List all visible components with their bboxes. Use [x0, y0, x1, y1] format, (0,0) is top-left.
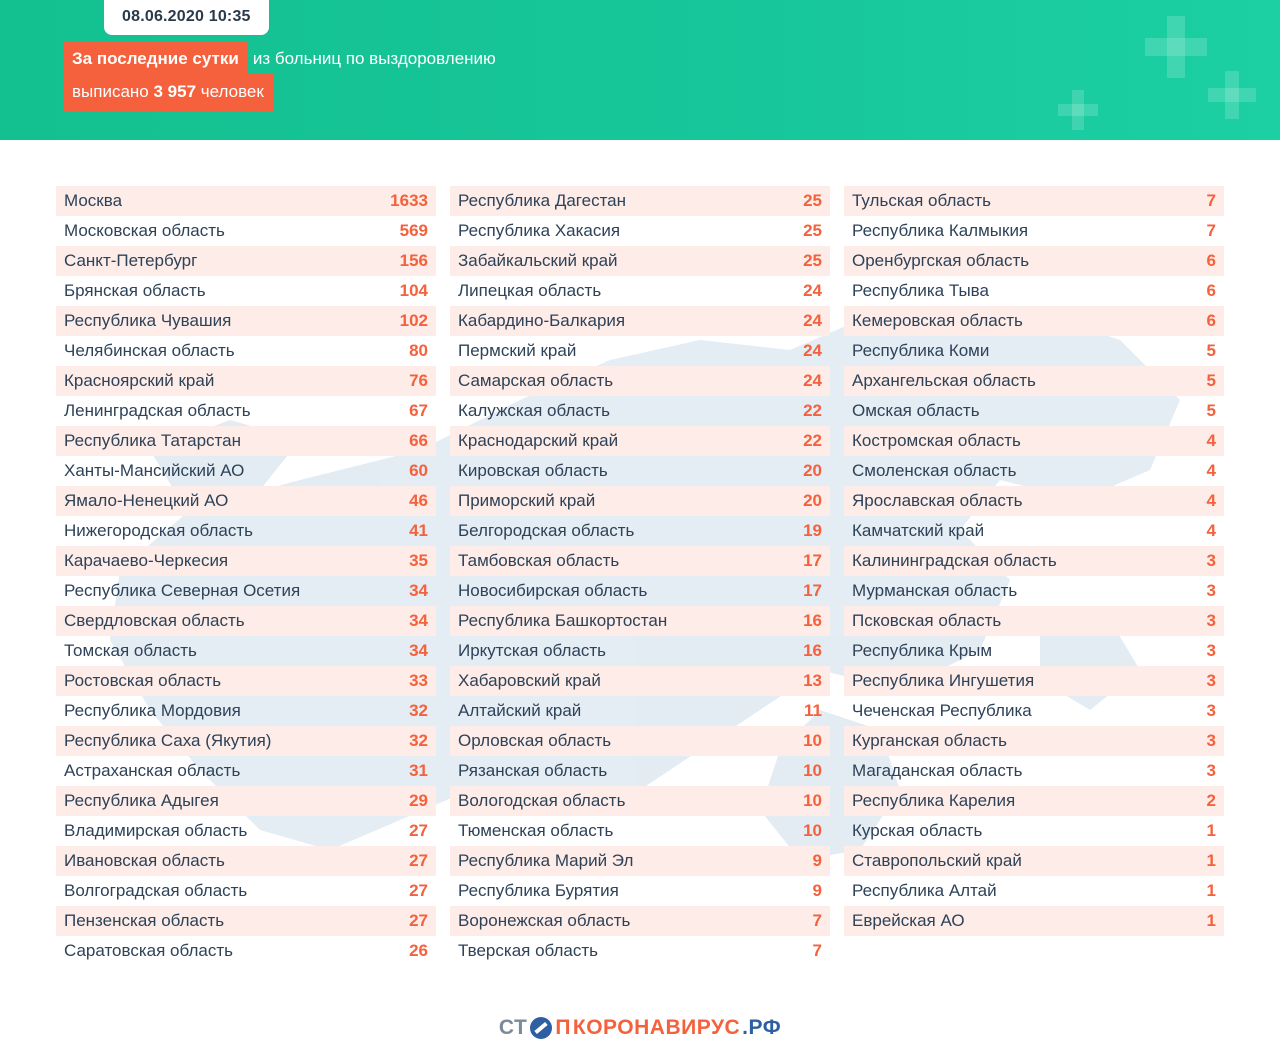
- stop-sign-icon: [530, 1017, 552, 1039]
- region-value: 4: [1206, 521, 1216, 540]
- region-name: Томская область: [64, 641, 197, 660]
- stopcoronavirus-logo[interactable]: [499, 1016, 781, 1040]
- region-value: 34: [409, 611, 428, 630]
- region-row: [844, 546, 1224, 576]
- logo-part-3: КОРОНАВИРУС: [572, 1016, 741, 1039]
- region-value: 46: [409, 491, 428, 510]
- region-value: 7: [812, 941, 822, 960]
- region-value: 4: [1206, 431, 1216, 450]
- region-value: 27: [409, 851, 428, 870]
- region-row: [450, 396, 830, 426]
- region-name: Пензенская область: [64, 911, 225, 930]
- region-row: [56, 846, 436, 876]
- region-name: Кабардино-Балкария: [458, 311, 626, 330]
- region-row: [450, 486, 830, 516]
- region-name: Республика Адыгея: [64, 791, 219, 810]
- region-name: Приморский край: [458, 491, 596, 510]
- region-name: Ивановская область: [64, 851, 225, 870]
- region-value: 76: [409, 371, 428, 390]
- region-name: Смоленская область: [852, 461, 1017, 480]
- region-row: [450, 786, 830, 816]
- region-value: 24: [803, 371, 822, 390]
- region-name: Ханты-Мансийский АО: [64, 461, 245, 480]
- region-row: [844, 606, 1224, 636]
- region-name: Тульская область: [852, 191, 991, 210]
- region-row: [450, 366, 830, 396]
- region-name: Свердловская область: [64, 611, 245, 630]
- region-value: 7: [812, 911, 822, 930]
- region-row: [56, 726, 436, 756]
- region-row: [450, 306, 830, 336]
- region-name: Вологодская область: [458, 791, 626, 810]
- region-row: [450, 336, 830, 366]
- region-value: 6: [1206, 311, 1216, 330]
- region-value: 41: [409, 521, 428, 540]
- region-value: 67: [409, 401, 428, 420]
- region-row: [450, 516, 830, 546]
- region-row: [450, 576, 830, 606]
- region-row: [450, 666, 830, 696]
- region-row: [844, 456, 1224, 486]
- region-value: 569: [399, 221, 428, 240]
- headline-strong: За последние сутки: [64, 41, 247, 79]
- region-value: 35: [409, 551, 428, 570]
- region-row: [450, 426, 830, 456]
- region-name: Тамбовская область: [458, 551, 620, 570]
- regions-column-1: [56, 186, 436, 966]
- region-row: [56, 876, 436, 906]
- region-name: Орловская область: [458, 731, 612, 750]
- region-name: Курская область: [852, 821, 983, 840]
- region-value: 20: [803, 461, 822, 480]
- region-row: [450, 216, 830, 246]
- region-row: [450, 606, 830, 636]
- region-name: Тверская область: [458, 941, 599, 960]
- region-value: 6: [1206, 251, 1216, 270]
- region-name: Карачаево-Черкесия: [64, 551, 229, 570]
- region-name: Калининградская область: [852, 551, 1057, 570]
- region-value: 3: [1206, 671, 1216, 690]
- region-row: [56, 666, 436, 696]
- region-row: [844, 576, 1224, 606]
- date-badge: 08.06.2020 10:35: [104, 0, 269, 35]
- region-name: Республика Крым: [852, 641, 993, 660]
- region-name: Москва: [64, 191, 123, 210]
- region-value: 11: [804, 701, 822, 720]
- region-name: Воронежская область: [458, 911, 631, 930]
- region-row: [844, 276, 1224, 306]
- region-value: 7: [1206, 191, 1216, 210]
- region-row: [56, 276, 436, 306]
- region-row: [56, 756, 436, 786]
- region-name: Алтайский край: [458, 701, 582, 720]
- region-row: [56, 456, 436, 486]
- region-name: Республика Бурятия: [458, 881, 619, 900]
- region-value: 156: [399, 251, 428, 270]
- region-name: Новосибирская область: [458, 581, 648, 600]
- logo-part-1: СТ: [498, 1016, 528, 1039]
- region-row: [450, 816, 830, 846]
- region-value: 4: [1206, 491, 1216, 510]
- headline-discharged-prefix: выписано: [72, 82, 154, 101]
- region-row: [450, 726, 830, 756]
- region-name: Пермский край: [458, 341, 577, 360]
- region-value: 24: [803, 311, 822, 330]
- region-value: 5: [1206, 341, 1216, 360]
- headline-line-2: [56, 70, 1156, 100]
- region-name: Мурманская область: [852, 581, 1018, 600]
- region-row: [56, 546, 436, 576]
- region-value: 25: [803, 251, 822, 270]
- region-name: Челябинская область: [64, 341, 235, 360]
- headline-rest: из больниц по выздоровлению: [252, 49, 496, 68]
- region-name: Нижегородская область: [64, 521, 253, 540]
- region-name: Курганская область: [852, 731, 1007, 750]
- region-value: 31: [409, 761, 428, 780]
- headline-line-1: [56, 40, 1156, 70]
- region-name: Волгоградская область: [64, 881, 248, 900]
- region-row: [56, 636, 436, 666]
- region-name: Тюменская область: [458, 821, 614, 840]
- region-name: Камчатский край: [852, 521, 985, 540]
- region-name: Еврейская АО: [852, 911, 965, 930]
- region-value: 10: [803, 731, 822, 750]
- region-value: 80: [409, 341, 428, 360]
- region-name: Оренбургская область: [852, 251, 1030, 270]
- region-value: 22: [803, 431, 822, 450]
- region-value: 1: [1206, 911, 1216, 930]
- region-row: [844, 666, 1224, 696]
- region-value: 2: [1206, 791, 1216, 810]
- region-value: 32: [409, 701, 428, 720]
- region-value: 20: [803, 491, 822, 510]
- region-row: [56, 816, 436, 846]
- region-value: 3: [1206, 641, 1216, 660]
- region-name: Краснодарский край: [458, 431, 619, 450]
- region-value: 3: [1206, 731, 1216, 750]
- header-banner: [0, 0, 1280, 140]
- region-name: Псковская область: [852, 611, 1002, 630]
- region-row: [450, 246, 830, 276]
- region-value: 9: [812, 851, 822, 870]
- region-name: Липецкая область: [458, 281, 602, 300]
- region-value: 10: [803, 791, 822, 810]
- region-name: Республика Саха (Якутия): [64, 731, 272, 750]
- region-value: 25: [803, 221, 822, 240]
- region-value: 33: [409, 671, 428, 690]
- region-row: [844, 786, 1224, 816]
- region-name: Республика Дагестан: [458, 191, 627, 210]
- region-name: Забайкальский край: [458, 251, 618, 270]
- region-row: [56, 336, 436, 366]
- region-name: Ямало-Ненецкий АО: [64, 491, 229, 510]
- region-name: Кировская область: [458, 461, 608, 480]
- region-name: Кемеровская область: [852, 311, 1023, 330]
- region-value: 5: [1206, 401, 1216, 420]
- region-row: [56, 306, 436, 336]
- region-name: Чеченская Республика: [852, 701, 1032, 720]
- region-value: 24: [803, 281, 822, 300]
- region-value: 26: [409, 941, 428, 960]
- region-name: Республика Татарстан: [64, 431, 241, 450]
- region-name: Ленинградская область: [64, 401, 251, 420]
- region-value: 10: [803, 761, 822, 780]
- region-row: [844, 306, 1224, 336]
- region-name: Владимирская область: [64, 821, 248, 840]
- region-value: 1633: [390, 191, 428, 210]
- region-row: [844, 846, 1224, 876]
- region-value: 10: [803, 821, 822, 840]
- region-name: Ростовская область: [64, 671, 222, 690]
- region-value: 1: [1206, 881, 1216, 900]
- region-name: Рязанская область: [458, 761, 608, 780]
- region-value: 3: [1206, 551, 1216, 570]
- region-value: 60: [409, 461, 428, 480]
- region-row: [844, 516, 1224, 546]
- region-row: [56, 516, 436, 546]
- region-name: Республика Карелия: [852, 791, 1016, 810]
- logo-part-2: П: [555, 1016, 571, 1039]
- region-name: Санкт-Петербург: [64, 251, 198, 270]
- region-row: [56, 576, 436, 606]
- headline-discharged-suffix: человек: [196, 82, 264, 101]
- logo-part-4: .РФ: [742, 1016, 782, 1039]
- region-value: 4: [1206, 461, 1216, 480]
- region-name: Магаданская область: [852, 761, 1023, 780]
- region-value: 9: [812, 881, 822, 900]
- region-value: 5: [1206, 371, 1216, 390]
- region-value: 34: [409, 581, 428, 600]
- region-name: Республика Чувашия: [64, 311, 232, 330]
- region-value: 7: [1206, 221, 1216, 240]
- region-value: 17: [803, 581, 822, 600]
- region-row: [450, 276, 830, 306]
- region-row: [450, 636, 830, 666]
- region-name: Калужская область: [458, 401, 610, 420]
- region-row: [844, 486, 1224, 516]
- region-row: [56, 366, 436, 396]
- region-row: [450, 696, 830, 726]
- region-row: [56, 396, 436, 426]
- region-name: Иркутская область: [458, 641, 607, 660]
- region-row: [56, 486, 436, 516]
- region-name: Самарская область: [458, 371, 614, 390]
- footer: [0, 1016, 1280, 1040]
- region-row: [450, 186, 830, 216]
- region-value: 102: [399, 311, 428, 330]
- region-value: 24: [803, 341, 822, 360]
- region-name: Республика Мордовия: [64, 701, 241, 720]
- region-name: Костромская область: [852, 431, 1021, 450]
- region-value: 27: [409, 911, 428, 930]
- headline-discharged-number: 3 957: [153, 82, 197, 101]
- region-row: [56, 216, 436, 246]
- region-value: 104: [399, 281, 428, 300]
- region-row: [844, 696, 1224, 726]
- region-name: Брянская область: [64, 281, 206, 300]
- region-name: Республика Марий Эл: [458, 851, 634, 870]
- region-row: [844, 816, 1224, 846]
- region-name: Саратовская область: [64, 941, 233, 960]
- region-value: 25: [803, 191, 822, 210]
- region-row: [56, 246, 436, 276]
- region-row: [56, 186, 436, 216]
- region-row: [56, 696, 436, 726]
- region-name: Ставропольский край: [852, 851, 1022, 870]
- region-row: [56, 906, 436, 936]
- regions-board: [0, 186, 1280, 966]
- region-value: 19: [803, 521, 822, 540]
- region-name: Хабаровский край: [458, 671, 601, 690]
- regions-column-2: [450, 186, 830, 966]
- region-row: [56, 786, 436, 816]
- region-value: 1: [1206, 851, 1216, 870]
- region-value: 66: [409, 431, 428, 450]
- region-row: [450, 456, 830, 486]
- region-value: 22: [803, 401, 822, 420]
- region-value: 27: [409, 821, 428, 840]
- region-name: Республика Алтай: [852, 881, 997, 900]
- region-value: 6: [1206, 281, 1216, 300]
- region-row: [450, 936, 830, 966]
- region-row: [844, 186, 1224, 216]
- region-row: [844, 906, 1224, 936]
- region-row: [844, 336, 1224, 366]
- region-row: [844, 216, 1224, 246]
- region-name: Республика Башкортостан: [458, 611, 668, 630]
- region-value: 13: [803, 671, 822, 690]
- region-name: Ярославская область: [852, 491, 1023, 510]
- region-row: [844, 426, 1224, 456]
- region-name: Республика Тыва: [852, 281, 989, 300]
- region-value: 27: [409, 881, 428, 900]
- region-row: [844, 726, 1224, 756]
- region-value: 32: [409, 731, 428, 750]
- region-row: [844, 876, 1224, 906]
- region-row: [844, 756, 1224, 786]
- region-name: Астраханская область: [64, 761, 241, 780]
- region-name: Красноярский край: [64, 371, 215, 390]
- region-name: Архангельская область: [852, 371, 1036, 390]
- region-name: Белгородская область: [458, 521, 635, 540]
- region-value: 1: [1206, 821, 1216, 840]
- region-row: [450, 876, 830, 906]
- region-name: Республика Хакасия: [458, 221, 621, 240]
- region-row: [56, 606, 436, 636]
- region-name: Московская область: [64, 221, 225, 240]
- region-name: Омская область: [852, 401, 980, 420]
- region-row: [450, 906, 830, 936]
- region-name: Республика Коми: [852, 341, 990, 360]
- region-value: 3: [1206, 761, 1216, 780]
- region-row: [450, 846, 830, 876]
- region-row: [844, 246, 1224, 276]
- region-row: [844, 396, 1224, 426]
- region-value: 3: [1206, 701, 1216, 720]
- region-value: 3: [1206, 611, 1216, 630]
- regions-column-3: [844, 186, 1224, 966]
- region-row: [450, 756, 830, 786]
- region-value: 3: [1206, 581, 1216, 600]
- region-value: 29: [409, 791, 428, 810]
- region-name: Республика Ингушетия: [852, 671, 1035, 690]
- headline-discharged: [64, 74, 274, 112]
- region-row: [450, 546, 830, 576]
- region-row: [56, 936, 436, 966]
- headline: [56, 40, 1156, 100]
- region-name: Республика Калмыкия: [852, 221, 1029, 240]
- region-value: 17: [803, 551, 822, 570]
- region-value: 16: [803, 641, 822, 660]
- region-name: Республика Северная Осетия: [64, 581, 301, 600]
- region-row: [844, 366, 1224, 396]
- region-value: 16: [803, 611, 822, 630]
- region-row: [844, 636, 1224, 666]
- region-value: 34: [409, 641, 428, 660]
- region-row: [56, 426, 436, 456]
